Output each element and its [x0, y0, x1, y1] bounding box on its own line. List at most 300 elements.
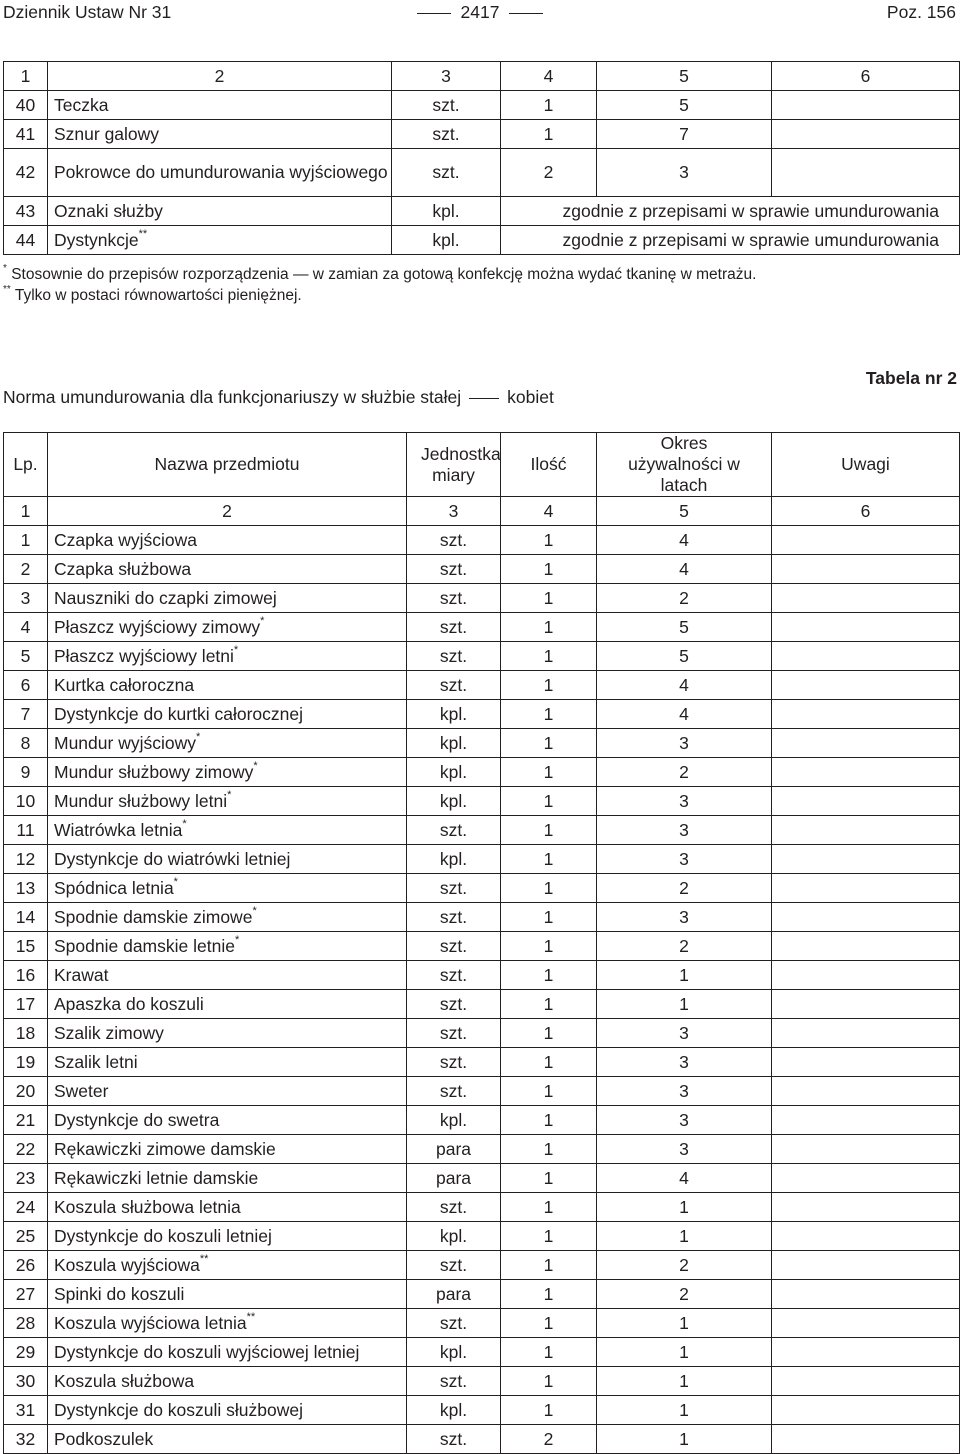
cell-notes	[772, 1309, 960, 1338]
cell-qty: 1	[501, 526, 597, 555]
cell-period: 1	[597, 1338, 772, 1367]
section-title	[3, 387, 554, 408]
cell-qty: 1	[501, 671, 597, 700]
cell-lp: 12	[4, 845, 48, 874]
cell-unit: szt.	[407, 1048, 501, 1077]
cell-unit: szt.	[407, 1425, 501, 1454]
cell-lp: 1	[4, 526, 48, 555]
cell-qty: 1	[501, 787, 597, 816]
cell-notes	[772, 120, 960, 149]
cell-period: 3	[597, 903, 772, 932]
table-row	[4, 1396, 960, 1425]
cell-lp: 3	[4, 584, 48, 613]
table-row	[4, 613, 960, 642]
cell-name	[48, 845, 407, 874]
cell-unit: szt.	[407, 816, 501, 845]
item-name: Mundur służbowy zimowy	[54, 761, 254, 782]
cell-qty: 1	[501, 874, 597, 903]
cell-qty: 1	[501, 1019, 597, 1048]
footnote-mark: *	[173, 875, 178, 888]
table-row	[4, 91, 960, 120]
item-name: Kurtka całoroczna	[54, 674, 195, 695]
cell-unit: kpl.	[407, 700, 501, 729]
col-num: 2	[48, 62, 392, 91]
cell-unit: szt.	[407, 1077, 501, 1106]
cell-qty: 1	[501, 729, 597, 758]
header-row	[4, 433, 960, 497]
cell-notes	[772, 758, 960, 787]
col-num: 5	[597, 62, 772, 91]
cell-lp: 41	[4, 120, 48, 149]
cell-name	[48, 1019, 407, 1048]
cell-qty: 1	[501, 1077, 597, 1106]
footnote-mark: **	[199, 1252, 209, 1265]
cell-lp: 42	[4, 149, 48, 197]
cell-period: 3	[597, 1077, 772, 1106]
cell-name	[48, 1251, 407, 1280]
cell-lp: 29	[4, 1338, 48, 1367]
cell-unit: szt.	[407, 1019, 501, 1048]
dash-right	[509, 13, 543, 14]
cell-qty: 1	[501, 1309, 597, 1338]
footnote-mark: *	[195, 730, 201, 743]
table-row	[4, 642, 960, 671]
table-row	[4, 1077, 960, 1106]
cell-notes	[772, 1280, 960, 1309]
item-name: Koszula służbowa letnia	[54, 1196, 241, 1217]
item-name: Wiatrówka letnia	[54, 819, 183, 840]
cell-period: 4	[597, 671, 772, 700]
cell-name	[48, 758, 407, 787]
cell-unit: szt.	[407, 990, 501, 1019]
cell-unit: szt.	[407, 555, 501, 584]
cell-name	[48, 197, 392, 226]
cell-name	[48, 1106, 407, 1135]
cell-notes	[772, 613, 960, 642]
cell-period: 4	[597, 555, 772, 584]
cell-name	[48, 226, 392, 255]
header-lp: Lp.	[4, 433, 48, 497]
item-name: Apaszka do koszuli	[54, 993, 204, 1014]
cell-unit: szt.	[407, 932, 501, 961]
table-row	[4, 1251, 960, 1280]
cell-unit: szt.	[407, 613, 501, 642]
cell-name	[48, 903, 407, 932]
cell-qty: 1	[501, 1396, 597, 1425]
col-num: 5	[597, 497, 772, 526]
table-row	[4, 816, 960, 845]
cell-name	[48, 1367, 407, 1396]
cell-notes	[772, 1193, 960, 1222]
cell-unit: szt.	[407, 1251, 501, 1280]
cell-lp: 11	[4, 816, 48, 845]
table-row	[4, 1019, 960, 1048]
item-name: Podkoszulek	[54, 1428, 154, 1449]
cell-period: 3	[597, 1106, 772, 1135]
cell-notes	[772, 1396, 960, 1425]
cell-unit: szt.	[407, 1367, 501, 1396]
cell-qty: 1	[501, 845, 597, 874]
cell-lp: 30	[4, 1367, 48, 1396]
cell-qty: 2	[501, 149, 597, 197]
column-number-row	[4, 497, 960, 526]
section-title-suffix: kobiet	[507, 387, 554, 407]
cell-unit: kpl.	[407, 758, 501, 787]
cell-qty: 1	[501, 1338, 597, 1367]
cell-qty: 1	[501, 555, 597, 584]
cell-notes	[772, 990, 960, 1019]
cell-period: 5	[597, 91, 772, 120]
cell-qty: 1	[501, 903, 597, 932]
cell-notes	[772, 903, 960, 932]
table-row	[4, 1048, 960, 1077]
cell-notes	[772, 671, 960, 700]
table-row	[4, 149, 960, 197]
cell-qty: 1	[501, 91, 597, 120]
col-num: 2	[48, 497, 407, 526]
item-name: Krawat	[54, 964, 109, 985]
table-row	[4, 120, 960, 149]
page-number-block	[0, 2, 960, 23]
cell-unit: szt.	[407, 1309, 501, 1338]
table-row	[4, 555, 960, 584]
cell-name	[48, 1338, 407, 1367]
item-name: Dystynkcje do koszuli letniej	[54, 1225, 272, 1246]
cell-period: 2	[597, 874, 772, 903]
item-name: Spodnie damskie zimowe	[54, 906, 253, 927]
cell-merged-note: zgodnie z przepisami w sprawie umundurowania	[501, 197, 960, 226]
item-name: Dystynkcje do kurtki całorocznej	[54, 703, 303, 724]
cell-notes	[772, 1338, 960, 1367]
cell-name	[48, 1396, 407, 1425]
cell-qty: 1	[501, 700, 597, 729]
item-name: Dystynkcje do koszuli wyjściowej letniej	[54, 1341, 360, 1362]
header-notes: Uwagi	[772, 433, 960, 497]
cell-lp: 14	[4, 903, 48, 932]
item-name: Teczka	[54, 94, 109, 115]
cell-lp: 8	[4, 729, 48, 758]
cell-notes	[772, 1048, 960, 1077]
cell-lp: 15	[4, 932, 48, 961]
cell-period: 2	[597, 1251, 772, 1280]
cell-lp: 23	[4, 1164, 48, 1193]
footnote-2	[3, 285, 756, 306]
cell-unit: szt.	[407, 671, 501, 700]
col-num: 1	[4, 62, 48, 91]
cell-period: 3	[597, 816, 772, 845]
cell-name	[48, 613, 407, 642]
table-row	[4, 787, 960, 816]
cell-notes	[772, 584, 960, 613]
item-name: Czapka wyjściowa	[54, 529, 197, 550]
cell-notes	[772, 642, 960, 671]
table-row	[4, 1193, 960, 1222]
cell-unit: szt.	[407, 1193, 501, 1222]
cell-qty: 1	[501, 932, 597, 961]
cell-name	[48, 961, 407, 990]
cell-qty: 1	[501, 990, 597, 1019]
footnote-mark: *	[3, 262, 7, 274]
cell-qty: 1	[501, 613, 597, 642]
cell-period: 5	[597, 613, 772, 642]
footnote-text: Tylko w postaci równowartości pieniężnej.	[14, 287, 302, 304]
cell-period: 4	[597, 1164, 772, 1193]
footnote-mark: **	[246, 1310, 256, 1323]
cell-lp: 24	[4, 1193, 48, 1222]
cell-unit: kpl.	[392, 226, 501, 255]
cell-qty: 2	[501, 1425, 597, 1454]
cell-notes	[772, 1077, 960, 1106]
table-row	[4, 226, 960, 255]
table-row	[4, 990, 960, 1019]
cell-name	[48, 816, 407, 845]
table-row	[4, 197, 960, 226]
footnote-mark: *	[233, 643, 239, 656]
cell-unit: kpl.	[407, 1338, 501, 1367]
cell-period: 4	[597, 700, 772, 729]
cell-notes	[772, 1251, 960, 1280]
item-name: Nauszniki do czapki zimowej	[54, 587, 277, 608]
table-row	[4, 903, 960, 932]
cell-period: 2	[597, 758, 772, 787]
cell-period: 3	[597, 1135, 772, 1164]
cell-name	[48, 1135, 407, 1164]
cell-lp: 26	[4, 1251, 48, 1280]
cell-qty: 1	[501, 816, 597, 845]
cell-period: 2	[597, 584, 772, 613]
footnote-text: Stosownie do przepisów rozporządzenia — w zamian za gotową konfekcję można wydać tkaninę w metrażu.	[11, 266, 757, 283]
footnote-1	[3, 264, 756, 285]
cell-name	[48, 149, 392, 197]
cell-lp: 10	[4, 787, 48, 816]
item-name: Dystynkcje	[54, 229, 139, 250]
table-row	[4, 1338, 960, 1367]
item-name: Płaszcz wyjściowy letni	[54, 645, 234, 666]
header-unit: Jednostka miary	[407, 433, 501, 497]
cell-notes	[772, 1164, 960, 1193]
item-name: Rękawiczki zimowe damskie	[54, 1138, 276, 1159]
cell-notes	[772, 816, 960, 845]
table-row	[4, 729, 960, 758]
table-row	[4, 1106, 960, 1135]
cell-qty: 1	[501, 758, 597, 787]
cell-period: 3	[597, 845, 772, 874]
item-name: Sweter	[54, 1080, 109, 1101]
cell-notes	[772, 1367, 960, 1396]
cell-period: 3	[597, 787, 772, 816]
cell-name	[48, 526, 407, 555]
section-title-main: Norma umundurowania dla funkcjonariuszy w służbie stałej	[3, 387, 462, 407]
cell-period: 2	[597, 932, 772, 961]
cell-name	[48, 1280, 407, 1309]
footnote-mark: *	[182, 817, 187, 830]
col-num: 1	[4, 497, 48, 526]
cell-period: 1	[597, 961, 772, 990]
table-row	[4, 1222, 960, 1251]
cell-period: 1	[597, 990, 772, 1019]
page-number: 2417	[460, 2, 500, 22]
cell-name	[48, 932, 407, 961]
cell-lp: 17	[4, 990, 48, 1019]
table-row	[4, 1309, 960, 1338]
cell-qty: 1	[501, 1106, 597, 1135]
table-row	[4, 758, 960, 787]
cell-qty: 1	[501, 1222, 597, 1251]
cell-lp: 22	[4, 1135, 48, 1164]
cell-lp: 31	[4, 1396, 48, 1425]
column-number-row	[4, 62, 960, 91]
cell-period: 1	[597, 1222, 772, 1251]
footnote-mark: **	[3, 283, 11, 295]
item-name: Czapka służbowa	[54, 558, 192, 579]
cell-lp: 43	[4, 197, 48, 226]
item-name: Szalik zimowy	[54, 1022, 164, 1043]
header-qty: Ilość	[501, 433, 597, 497]
cell-unit: para	[407, 1280, 501, 1309]
cell-qty: 1	[501, 642, 597, 671]
cell-name	[48, 642, 407, 671]
item-name: Oznaki służby	[54, 200, 163, 221]
table-row	[4, 1164, 960, 1193]
cell-name	[48, 1425, 407, 1454]
cell-period: 3	[597, 1048, 772, 1077]
cell-name	[48, 1048, 407, 1077]
table-label: Tabela nr 2	[865, 368, 957, 388]
cell-notes	[772, 1222, 960, 1251]
page-header	[0, 0, 960, 26]
cell-lp: 9	[4, 758, 48, 787]
cell-name	[48, 1309, 407, 1338]
cell-lp: 18	[4, 1019, 48, 1048]
cell-name	[48, 874, 407, 903]
cell-lp: 5	[4, 642, 48, 671]
cell-period: 4	[597, 526, 772, 555]
col-num: 4	[501, 62, 597, 91]
cell-name	[48, 555, 407, 584]
cell-notes	[772, 874, 960, 903]
cell-unit: kpl.	[407, 1222, 501, 1251]
cell-lp: 40	[4, 91, 48, 120]
cell-lp: 21	[4, 1106, 48, 1135]
cell-period: 3	[597, 729, 772, 758]
cell-unit: kpl.	[407, 729, 501, 758]
cell-qty: 1	[501, 1048, 597, 1077]
item-name: Dystynkcje do koszuli służbowej	[54, 1399, 303, 1420]
cell-notes	[772, 845, 960, 874]
table-row	[4, 874, 960, 903]
cell-qty: 1	[501, 1135, 597, 1164]
cell-qty: 1	[501, 1367, 597, 1396]
cell-qty: 1	[501, 120, 597, 149]
table-row	[4, 671, 960, 700]
footnote-mark: *	[227, 788, 232, 801]
item-name: Spódnica letnia	[54, 877, 174, 898]
cell-notes	[772, 555, 960, 584]
cell-notes	[772, 149, 960, 197]
item-name: Spinki do koszuli	[54, 1283, 185, 1304]
item-name: Sznur galowy	[54, 123, 160, 144]
cell-name	[48, 990, 407, 1019]
cell-unit: szt.	[407, 642, 501, 671]
cell-unit: szt.	[392, 149, 501, 197]
footnote-mark: *	[234, 933, 240, 946]
cell-name	[48, 120, 392, 149]
cell-period: 3	[597, 1019, 772, 1048]
cell-name	[48, 787, 407, 816]
cell-name	[48, 1222, 407, 1251]
cell-lp: 19	[4, 1048, 48, 1077]
cell-notes	[772, 526, 960, 555]
cell-notes	[772, 1135, 960, 1164]
position-number: Poz. 156	[886, 2, 956, 22]
item-name: Dystynkcje do swetra	[54, 1109, 220, 1130]
cell-unit: kpl.	[407, 1106, 501, 1135]
uniform-norm-table-body	[4, 433, 960, 1454]
cell-unit: szt.	[392, 91, 501, 120]
table-row	[4, 526, 960, 555]
table-row	[4, 1425, 960, 1454]
cell-period: 1	[597, 1396, 772, 1425]
header-period: Okres używalności w latach	[597, 433, 772, 497]
header-name: Nazwa przedmiotu	[48, 433, 407, 497]
col-num: 6	[772, 62, 960, 91]
cell-name	[48, 671, 407, 700]
cell-unit: szt.	[407, 874, 501, 903]
table-row	[4, 700, 960, 729]
cell-notes	[772, 787, 960, 816]
cell-unit: kpl.	[407, 845, 501, 874]
cell-period: 5	[597, 642, 772, 671]
item-name: Koszula wyjściowa letnia	[54, 1312, 247, 1333]
item-name: Koszula służbowa	[54, 1370, 195, 1391]
item-name: Płaszcz wyjściowy zimowy	[54, 616, 261, 637]
table-continuation	[3, 61, 960, 255]
item-name: Szalik letni	[54, 1051, 138, 1072]
cell-lp: 28	[4, 1309, 48, 1338]
cell-unit: szt.	[407, 526, 501, 555]
footnote-mark: *	[260, 614, 265, 627]
cell-notes	[772, 1019, 960, 1048]
cell-lp: 32	[4, 1425, 48, 1454]
cell-period: 3	[597, 149, 772, 197]
footnote-mark: **	[138, 227, 148, 240]
col-num: 3	[407, 497, 501, 526]
cell-notes	[772, 932, 960, 961]
cell-unit: kpl.	[407, 787, 501, 816]
cell-merged-note: zgodnie z przepisami w sprawie umundurowania	[501, 226, 960, 255]
cell-period: 7	[597, 120, 772, 149]
cell-qty: 1	[501, 1280, 597, 1309]
col-num: 6	[772, 497, 960, 526]
cell-unit: kpl.	[407, 1396, 501, 1425]
cell-lp: 25	[4, 1222, 48, 1251]
item-name: Spodnie damskie letnie	[54, 935, 235, 956]
cell-unit: para	[407, 1135, 501, 1164]
table-row	[4, 932, 960, 961]
cell-qty: 1	[501, 961, 597, 990]
footnote-mark: *	[252, 904, 257, 917]
cell-lp: 7	[4, 700, 48, 729]
table-row	[4, 1367, 960, 1396]
cell-lp: 4	[4, 613, 48, 642]
cell-lp: 16	[4, 961, 48, 990]
cell-lp: 20	[4, 1077, 48, 1106]
journal-title: Dziennik Ustaw Nr 31	[3, 2, 172, 22]
cell-period: 2	[597, 1280, 772, 1309]
item-name: Mundur służbowy letni	[54, 790, 228, 811]
cell-unit: para	[407, 1164, 501, 1193]
col-num: 4	[501, 497, 597, 526]
